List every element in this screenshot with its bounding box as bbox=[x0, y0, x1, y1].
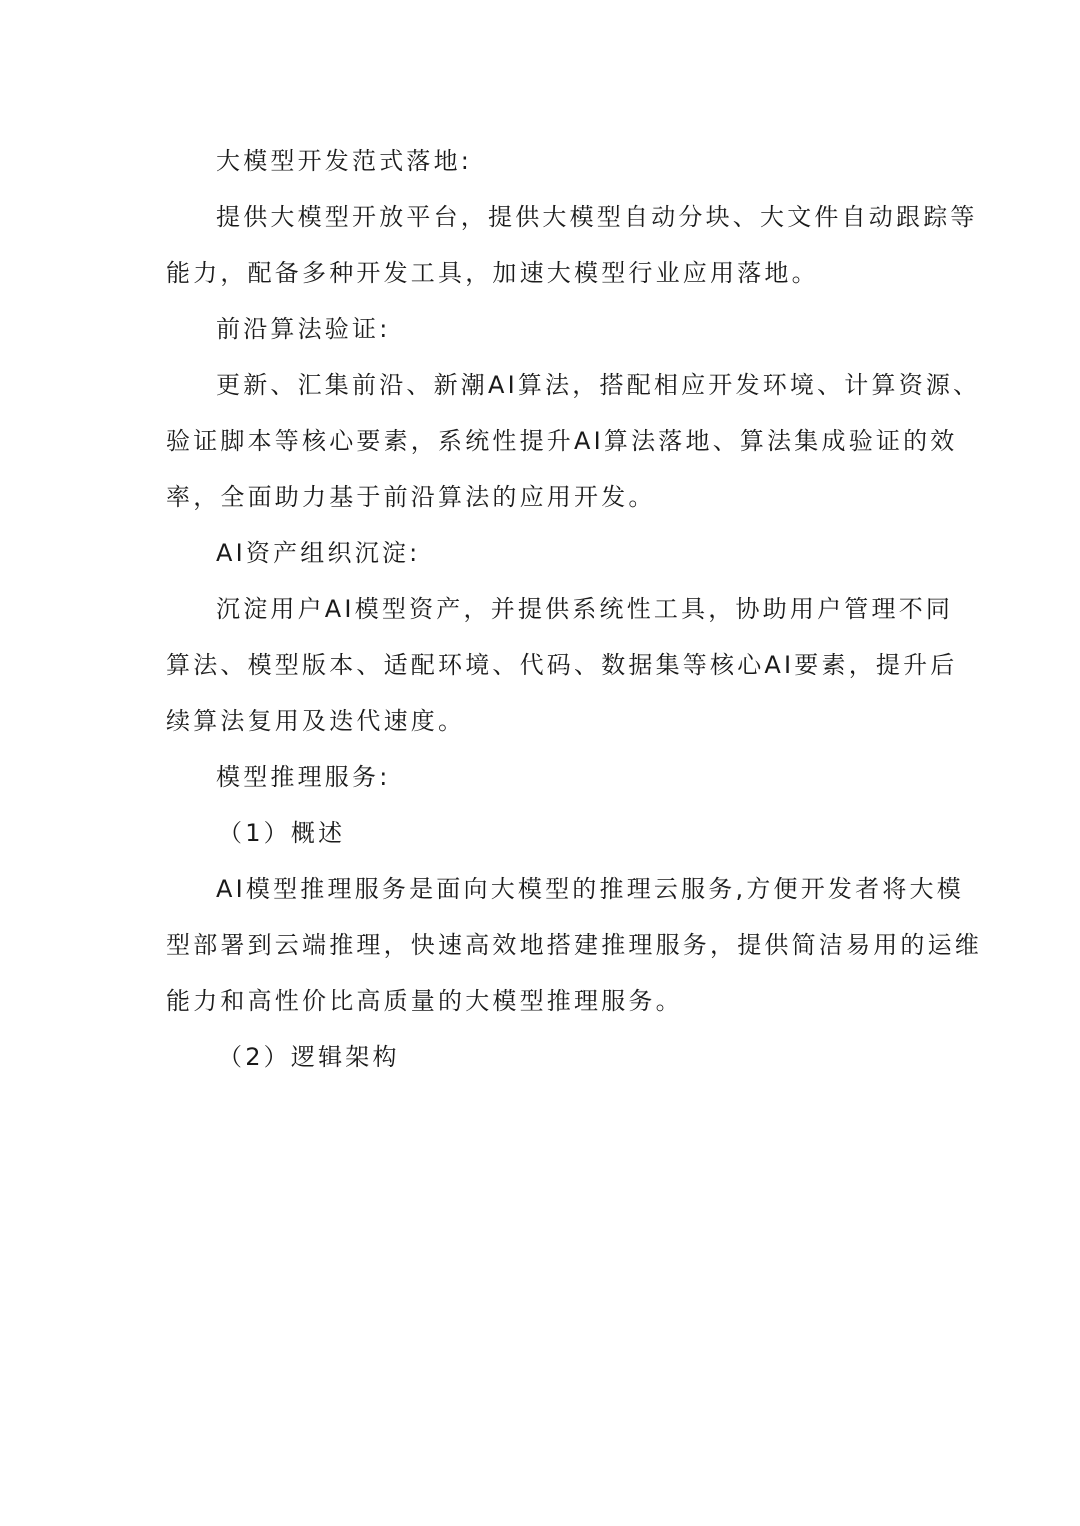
document-body bbox=[166, 133, 982, 1085]
paragraph-line: AI模型推理服务是面向大模型的推理云服务,方便开发者将大模 bbox=[216, 875, 964, 903]
paragraph-line: 验证脚本等核心要素，系统性提升AI算法落地、算法集成验证的效 bbox=[166, 427, 958, 455]
heading-dev-paradigm: 大模型开发范式落地: bbox=[216, 147, 473, 175]
heading-inference-service: 模型推理服务: bbox=[216, 763, 391, 791]
heading-algorithm-validation: 前沿算法验证: bbox=[216, 315, 391, 343]
paragraph-line: 沉淀用户AI模型资产，并提供系统性工具，协助用户管理不同 bbox=[216, 595, 954, 623]
paragraph-line: 算法、模型版本、适配环境、代码、数据集等核心AI要素，提升后 bbox=[166, 651, 958, 679]
subheading-logical-architecture: （2）逻辑架构 bbox=[218, 1043, 400, 1071]
heading-ai-assets: AI资产组织沉淀: bbox=[216, 539, 421, 567]
paragraph-line: 提供大模型开放平台，提供大模型自动分块、大文件自动跟踪等 bbox=[216, 203, 978, 231]
subheading-overview: （1）概述 bbox=[218, 819, 346, 847]
paragraph-line: 率，全面助力基于前沿算法的应用开发。 bbox=[166, 483, 656, 511]
paragraph-line: 能力和高性价比高质量的大模型推理服务。 bbox=[166, 987, 683, 1015]
paragraph-line: 更新、汇集前沿、新潮AI算法，搭配相应开发环境、计算资源、 bbox=[216, 371, 981, 399]
paragraph-line: 续算法复用及迭代速度。 bbox=[166, 707, 466, 735]
paragraph-line: 型部署到云端推理，快速高效地搭建推理服务，提供简洁易用的运维 bbox=[166, 931, 982, 959]
paragraph-line: 能力，配备多种开发工具，加速大模型行业应用落地。 bbox=[166, 259, 819, 287]
